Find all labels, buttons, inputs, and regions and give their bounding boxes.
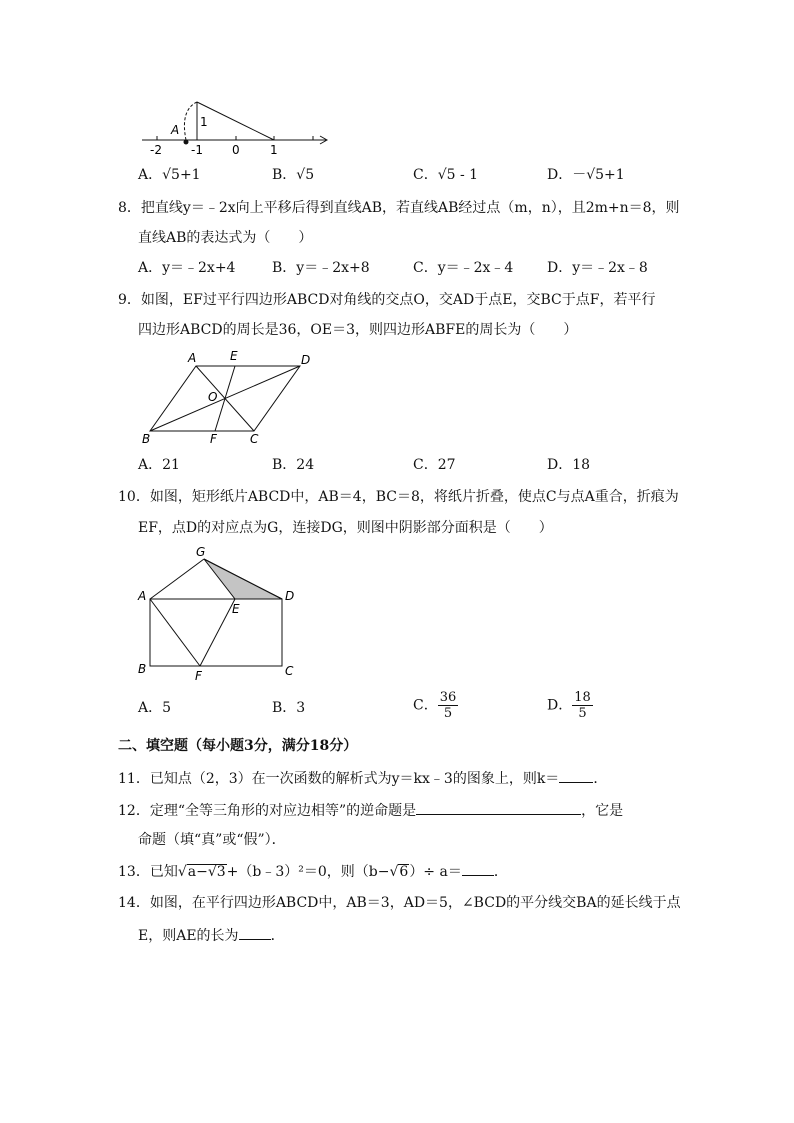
number-line-figure <box>140 96 340 158</box>
q9-option-d: D．18 <box>547 457 591 473</box>
q8-stem-line2: 直线AB的表达式为（ ） <box>138 230 313 246</box>
q13-end: ． <box>493 864 508 880</box>
q8-option-a: A．y＝﹣2x+4 <box>138 260 236 276</box>
label-e: E <box>232 602 240 616</box>
label-a: A <box>188 351 197 365</box>
q7-option-b: B．√5 <box>272 167 315 183</box>
q10-option-c <box>413 690 458 721</box>
q12-stem-line1 <box>118 800 623 821</box>
q10-option-c-prefix: C． <box>413 697 438 714</box>
q10-option-d <box>547 690 593 721</box>
q13-stem <box>118 861 508 882</box>
q7-option-a: A．√5+1 <box>138 167 201 183</box>
q10-option-c-numerator: 36 <box>439 690 457 705</box>
height-label: 1 <box>200 115 208 129</box>
q11-text: 11．已知点（2，3）在一次函数的解析式为y＝kx﹣3的图象上，则k＝ <box>118 771 560 787</box>
q13-radicand-2: 6 <box>399 864 409 880</box>
segment-af <box>150 599 200 666</box>
q10-option-b: B．3 <box>272 700 306 716</box>
q8-option-c: C．y＝﹣2x﹣4 <box>413 260 514 276</box>
tick-label-neg2: -2 <box>150 143 162 157</box>
rectangle-abcd <box>150 599 282 666</box>
label-d: D <box>285 589 295 603</box>
label-o: O <box>208 390 218 404</box>
q9-stem-line2: 四边形ABCD的周长是36，OE＝3，则四边形ABFE的周长为（ ） <box>138 322 578 338</box>
q12-stem-line2: 命题（填“真”或“假”）． <box>138 832 286 848</box>
label-f: F <box>195 669 202 683</box>
q10-option-d-numerator: 18 <box>574 690 591 705</box>
label-e: E <box>230 349 238 363</box>
label-f: F <box>210 432 217 446</box>
tick-label-neg1: -1 <box>191 143 203 157</box>
q10-option-d-fraction <box>572 690 593 721</box>
label-a: A <box>138 589 147 603</box>
arc-dashed <box>184 102 197 140</box>
q13-mid: +（b﹣3）²＝0，则（b− <box>226 864 390 880</box>
q11-stem <box>118 768 607 789</box>
q11-end: ． <box>593 771 608 787</box>
q14-text: E，则AE的长为 <box>138 928 239 944</box>
q11-answer-blank[interactable] <box>559 768 593 783</box>
q9-option-c: C．27 <box>413 457 456 473</box>
q10-option-a: A．5 <box>138 700 172 716</box>
q8-option-d: D．y＝﹣2x﹣8 <box>547 260 648 276</box>
q14-stem-line2 <box>138 925 285 946</box>
q13-prefix: 13．已知 <box>118 864 178 880</box>
q9-stem-line1: 9．如图，EF过平行四边形ABCD对角线的交点O，交AD于点E，交BC于点F，若平行 <box>118 292 656 308</box>
q13-tail: ）÷ a＝ <box>409 864 462 880</box>
q9-option-a: A．21 <box>138 457 180 473</box>
parallelogram-figure <box>138 348 318 448</box>
rectangle-fold-figure <box>134 543 304 683</box>
q8-option-b: B．y＝﹣2x+8 <box>272 260 370 276</box>
q8-stem-line1: 8．把直线y＝﹣2x向上平移后得到直线AB，若直线AB经过点（m，n），且2m+n＝8，则 <box>118 200 680 216</box>
q7-option-c: C．√5 - 1 <box>413 167 479 183</box>
tick-label-0: 0 <box>232 143 240 157</box>
q10-option-d-denominator: 5 <box>578 706 587 721</box>
q13-answer-blank[interactable] <box>462 861 494 876</box>
q13-radicand-1: a−√3 <box>187 864 226 880</box>
label-b: B <box>138 662 147 676</box>
label-d: D <box>301 353 311 367</box>
q10-stem-line2: EF，点D的对应点为G，连接DG，则图中阴影部分面积是（ ） <box>138 520 553 536</box>
label-c: C <box>250 432 259 446</box>
radical-sign-icon: √ <box>389 864 399 880</box>
segment-fe <box>200 599 235 666</box>
q12-text: 12．定理“全等三角形的对应边相等”的逆命题是 <box>118 803 417 819</box>
q9-option-b: B．24 <box>272 457 315 473</box>
q10-option-c-fraction <box>438 690 459 721</box>
q12-answer-blank[interactable] <box>416 800 581 815</box>
label-g: G <box>196 545 206 559</box>
hypotenuse-segment <box>197 102 274 140</box>
label-c: C <box>285 664 294 678</box>
segment-ag <box>150 559 204 599</box>
label-b: B <box>142 432 151 446</box>
q10-option-c-denominator: 5 <box>443 706 453 721</box>
q14-stem-line1: 14．如图，在平行四边形ABCD中，AB＝3，AD＝5，∠BCD的平分线交BA的延长线于点 <box>118 895 681 911</box>
q12-tail: ，它是 <box>581 803 624 819</box>
point-a-label: A <box>171 123 180 137</box>
q14-end: ． <box>270 928 285 944</box>
q14-answer-blank[interactable] <box>239 925 271 940</box>
tick-label-1: 1 <box>270 143 278 157</box>
radical-sign-icon: √ <box>177 864 187 880</box>
section-title-fill-in: 二、填空题（每小题3分，满分18分） <box>118 738 358 754</box>
q10-stem-line1: 10．如图，矩形纸片ABCD中，AB＝4，BC＝8，将纸片折叠，使点C与点A重合，折痕为 <box>118 489 679 505</box>
point-a-dot <box>184 140 189 145</box>
q10-option-d-prefix: D． <box>547 697 573 714</box>
segment-ef <box>215 366 235 431</box>
q7-option-d: D．－√5+1 <box>547 167 625 183</box>
